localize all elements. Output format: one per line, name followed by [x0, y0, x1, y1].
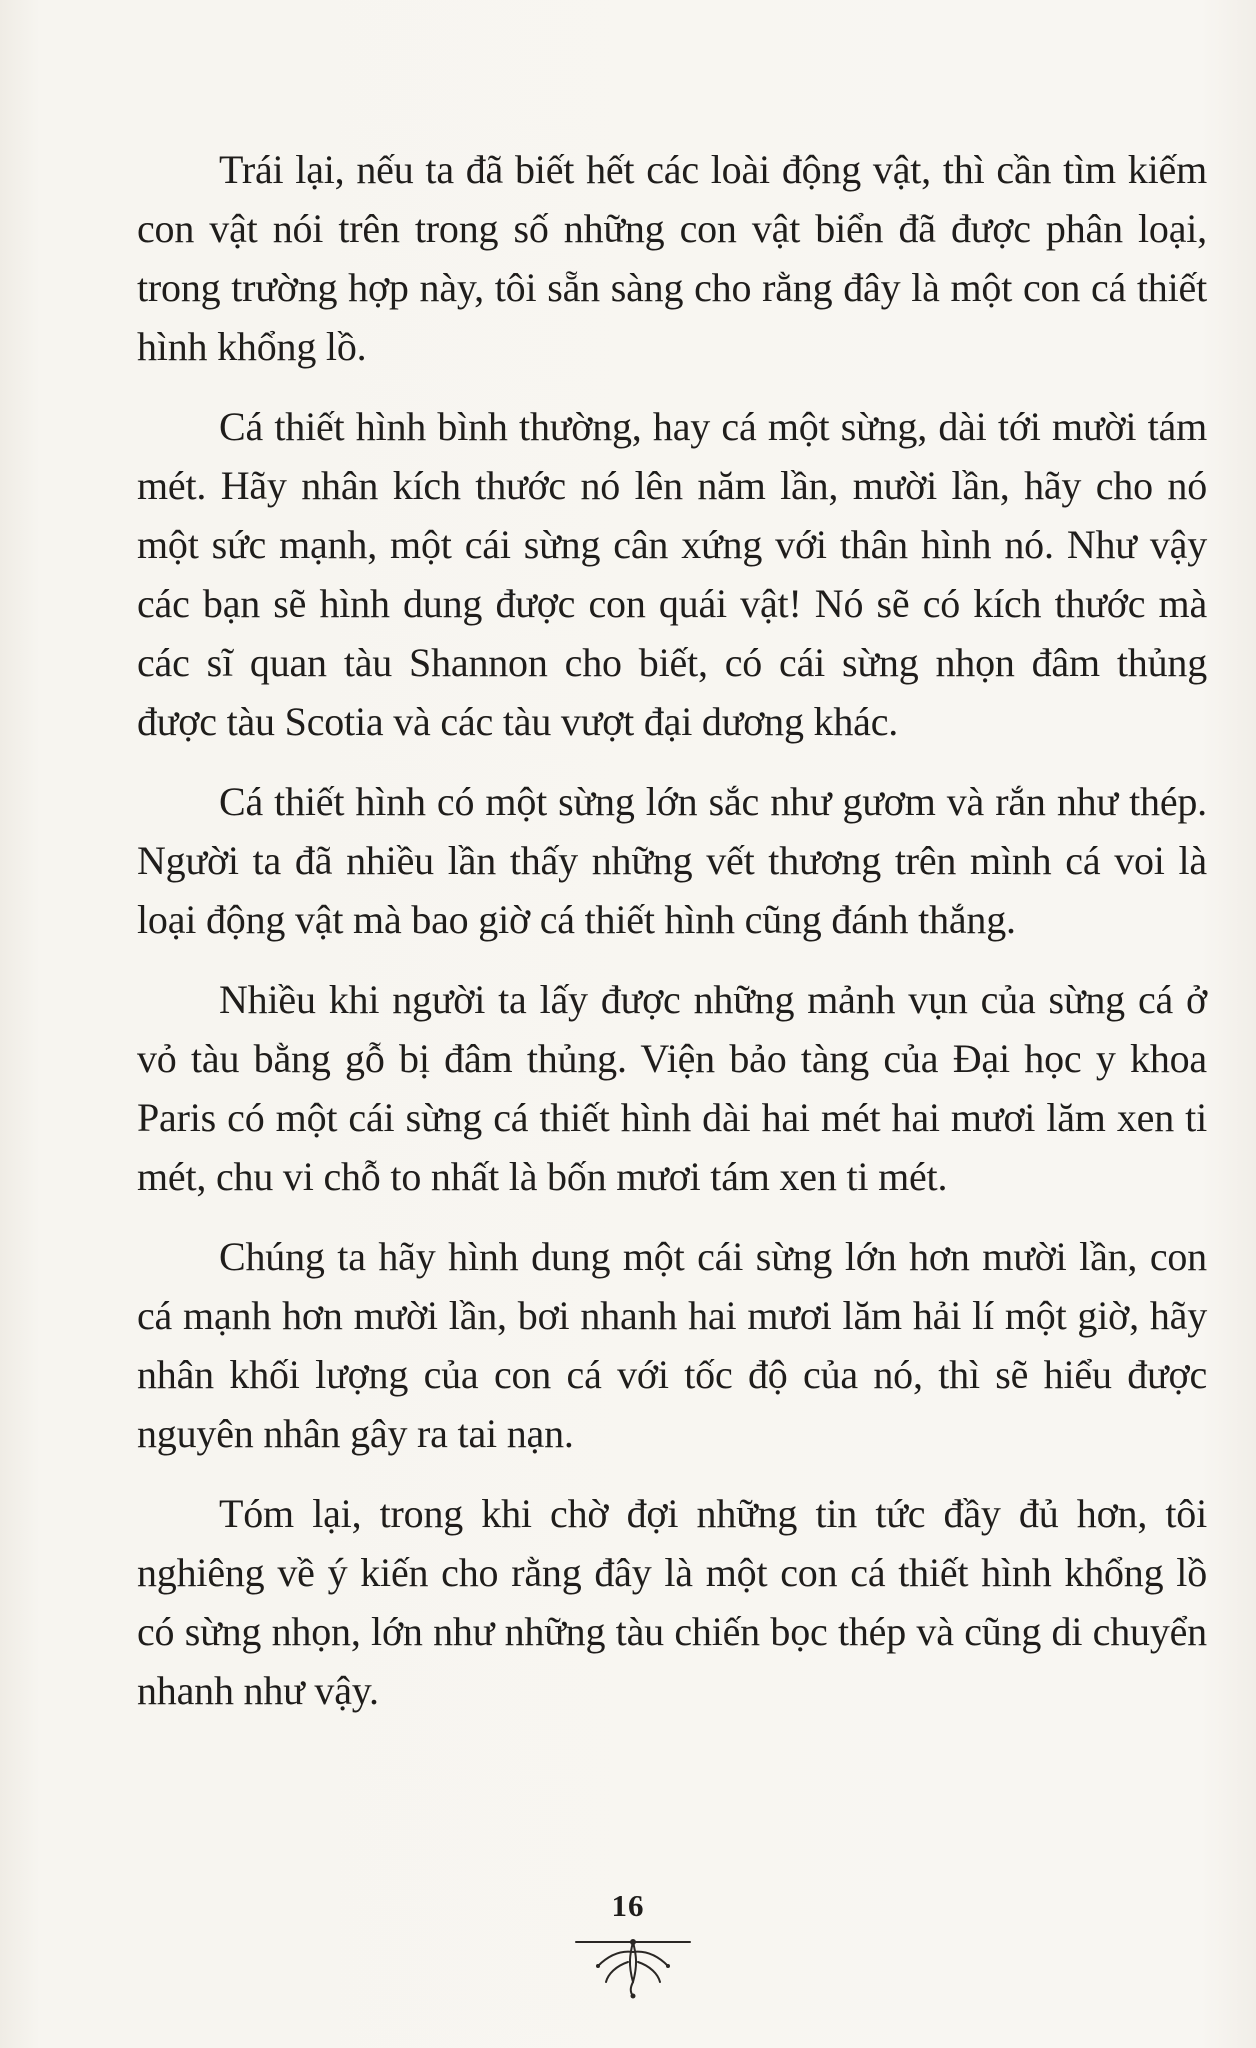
page-number: 16	[611, 1888, 645, 1923]
paragraph-3: Cá thiết hình có một sừng lớn sắc như gươm và rắn như thép. Người ta đã nhiều lần thấy những vết thương trên mình cá voi là loại động vật mà bao giờ cá thiết hình cũng đánh thắng.	[137, 779, 1207, 942]
paragraph-2: Cá thiết hình bình thường, hay cá một sừng, dài tới mười tám mét. Hãy nhân kích thước nó lên năm lần, mười lần, hãy cho nó một sức mạnh, một cái sừng cân xứng với thân hình nó. Như vậy các bạn sẽ hình dung được con quái vật! Nó sẽ có kích thước mà các sĩ quan tàu Shannon cho biết, có cái sừng nhọn đâm thủng được tàu Scotia và các tàu vượt đại dương khác.	[137, 404, 1207, 744]
paragraph-4: Nhiều khi người ta lấy được những mảnh vụn của sừng cá ở vỏ tàu bằng gỗ bị đâm thủng. Viện bảo tàng của Đại học y khoa Paris có một cái sừng cá thiết hình dài hai mét hai mươi lăm xen ti mét, chu vi chỗ to nhất là bốn mươi tám xen ti mét.	[137, 977, 1207, 1199]
paragraph-5: Chúng ta hãy hình dung một cái sừng lớn hơn mười lần, con cá mạnh hơn mười lần, bơi nhanh hai mươi lăm hải lí một giờ, hãy nhân khối lượng của con cá với tốc độ của nó, thì sẽ hiểu được nguyên nhân gây ra tai nạn.	[137, 1234, 1207, 1456]
floral-ornament-icon	[568, 1930, 698, 2000]
paragraph-1: Trái lại, nếu ta đã biết hết các loài động vật, thì cần tìm kiếm con vật nói trên trong số những con vật biển đã được phân loại, trong trường hợp này, tôi sẵn sàng cho rằng đây là một con cá thiết hình khổng lồ.	[137, 147, 1207, 369]
body-text	[137, 140, 1207, 1741]
paragraph-6: Tóm lại, trong khi chờ đợi những tin tức đầy đủ hơn, tôi nghiêng về ý kiến cho rằng đây là một con cá thiết hình khổng lồ có sừng nhọn, lớn như những tàu chiến bọc thép và cũng di chuyển nhanh như vậy.	[137, 1491, 1207, 1713]
